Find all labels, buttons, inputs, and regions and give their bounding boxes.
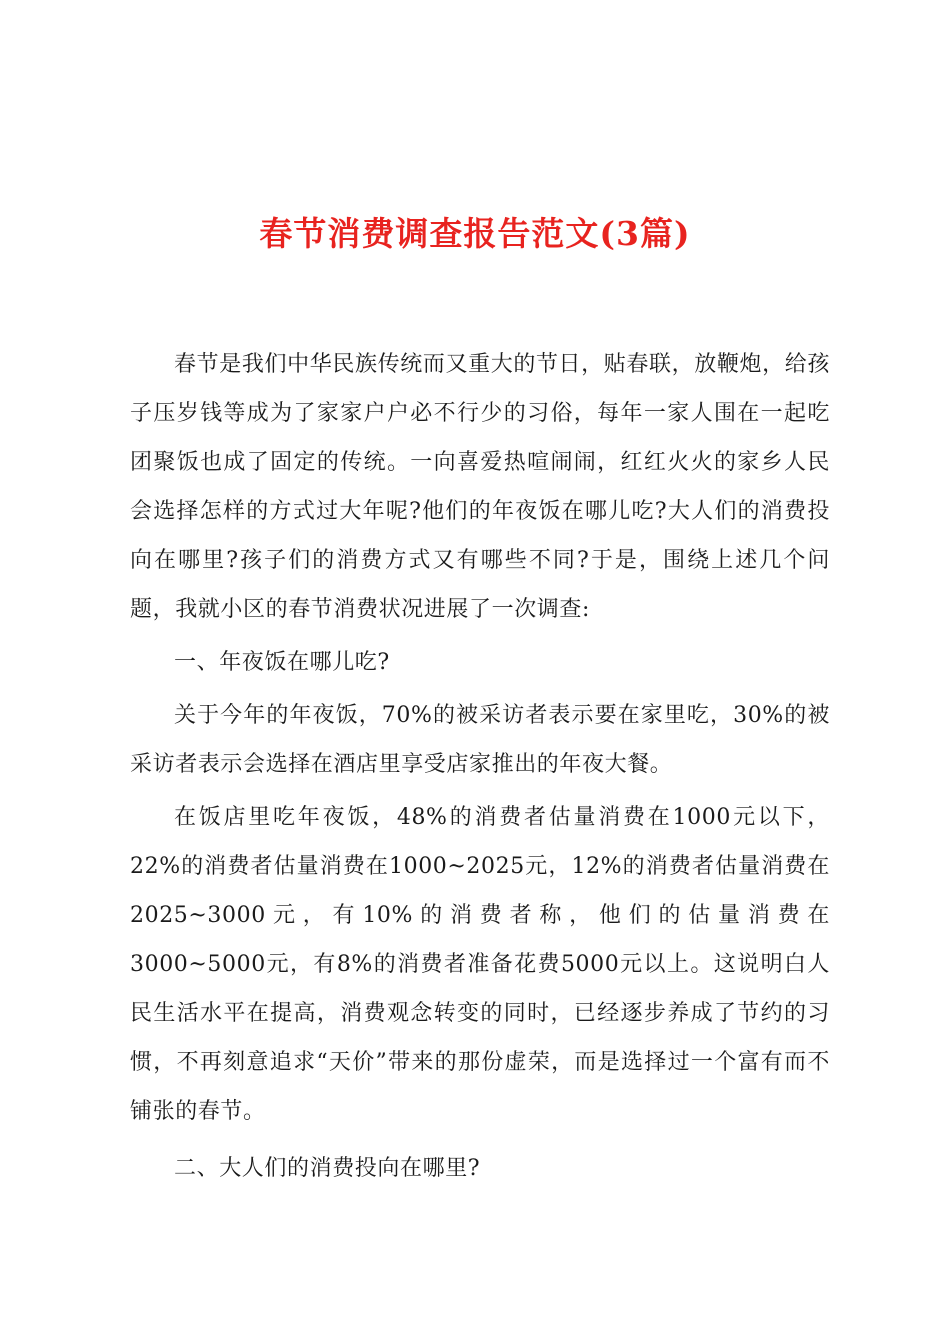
document-body xyxy=(130,340,830,1193)
section-heading-new-year-dinner: 一、年夜饭在哪儿吃? xyxy=(174,650,390,675)
document-title: 春节消费调查报告范文(3篇) xyxy=(259,214,691,253)
paragraph-intro: 春节是我们中华民族传统而又重大的节日，贴春联，放鞭炮，给孩子压岁钱等成为了家家户户必不行少的习俗，每年一家人围在一起吃团聚饭也成了固定的传统。一向喜爱热喧闹闹，红红火火的家乡人民会选择怎样的方式过大年呢?他们的年夜饭在哪儿吃?大人们的消费投向在哪里?孩子们的消费方式又有哪些不同?于是，围绕上述几个问题，我就小区的春节消费状况进展了一次调查: xyxy=(130,352,830,622)
paragraph-dinner-spending: 在饭店里吃年夜饭，48%的消费者估量消费在1000元以下，22%的消费者估量消费在1000~2025元，12%的消费者估量消费在2025~3000元，有10%的消费者称，他们的估量消费在3000~5000元，有8%的消费者准备花费5000元以上。这说明白人民生活水平在提高，消费观念转变的同时，已经逐步养成了节约的习惯，不再刻意追求“天价”带来的那份虚荣，而是选择过一个富有而不铺张的春节。 xyxy=(130,805,830,1124)
section-heading-adult-spending: 二、大人们的消费投向在哪里? xyxy=(174,1156,481,1181)
paragraph-dinner-location: 关于今年的年夜饭，70%的被采访者表示要在家里吃，30%的被采访者表示会选择在酒店里享受店家推出的年夜大餐。 xyxy=(130,703,830,777)
